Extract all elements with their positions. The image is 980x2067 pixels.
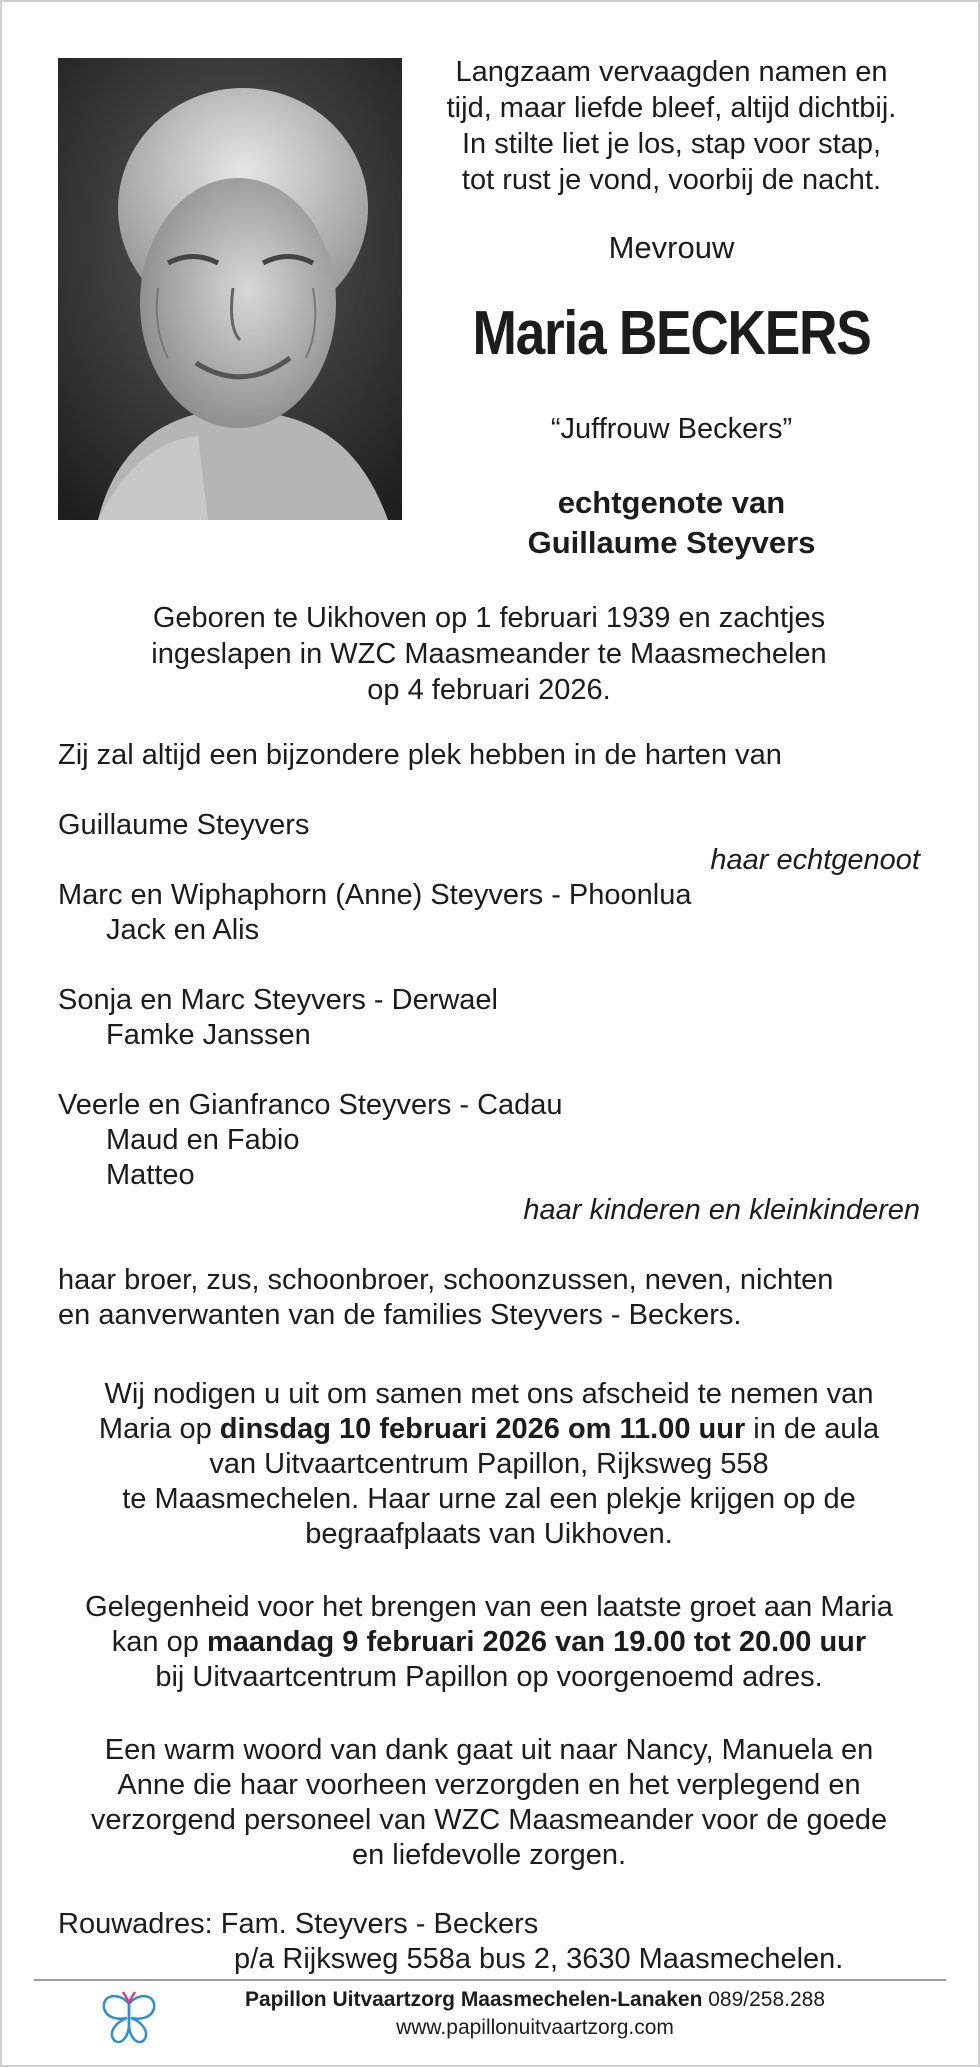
thanks-line: verzorgend personeel van WZC Maasmeander voor de goede: [90, 1804, 888, 1836]
ceremony-text: in de aula: [745, 1413, 880, 1445]
honorific: Mevrouw: [608, 230, 735, 265]
visitation-line: bij Uitvaartcentrum Papillon op voorgenoemd adres.: [155, 1661, 823, 1693]
footer-divider: [34, 1979, 946, 1981]
family-grandchildren: Matteo: [106, 1159, 195, 1191]
address-line: p/a Rijksweg 558a bus 2, 3630 Maasmechelen.: [234, 1943, 844, 1975]
visitation-date: maandag 9 februari 2026 van 19.00 tot 20.00 uur: [206, 1626, 867, 1658]
poem-line: Langzaam vervaagden namen en: [455, 56, 888, 88]
company-name: Papillon Uitvaartzorg Maasmechelen-Lanaken: [244, 1988, 703, 2011]
ceremony-date: dinsdag 10 februari 2026 om 11.00 uur: [219, 1413, 746, 1445]
ceremony-line: van Uitvaartcentrum Papillon, Rijksweg 558: [209, 1448, 769, 1480]
family-grandchildren: Famke Janssen: [106, 1019, 311, 1051]
family-child: Marc en Wiphaphorn (Anne) Steyvers - Phoonlua: [58, 879, 692, 911]
family-grandchildren: Jack en Alis: [106, 914, 260, 946]
thanks-note: [58, 1733, 920, 1873]
footer-company-line: [150, 1986, 920, 2014]
company-phone: 089/258.288: [702, 1988, 826, 2011]
relatives-line: en aanverwanten van de families Steyvers - Beckers.: [58, 1299, 742, 1331]
ceremony-line: [58, 1412, 920, 1447]
ceremony-text: Maria op: [98, 1413, 220, 1445]
family-husband: Guillaume Steyvers: [58, 809, 310, 841]
spouse-intro: echtgenote van: [557, 485, 786, 520]
born-line: Geboren te Uikhoven op 1 februari 1939 en zachtjes: [152, 602, 826, 634]
children-role: haar kinderen en kleinkinderen: [523, 1194, 920, 1226]
birth-death-info: [58, 600, 920, 708]
company-website[interactable]: www.papillonuitvaartzorg.com: [396, 2016, 674, 2039]
footer: [150, 1986, 920, 2042]
visitation-info: [58, 1590, 920, 1695]
mourning-address: [58, 1907, 920, 1977]
husband-role: haar echtgenoot: [710, 844, 920, 876]
family-child: Veerle en Gianfranco Steyvers - Cadau: [58, 1089, 563, 1121]
thanks-line: Een warm woord van dank gaat uit naar Nancy, Manuela en: [104, 1734, 874, 1766]
born-line: ingeslapen in WZC Maasmeander te Maasmechelen: [151, 638, 827, 670]
born-line: op 4 februari 2026.: [367, 674, 611, 706]
poem-line: In stilte liet je los, stap voor stap,: [461, 128, 882, 160]
intro-text: Zij zal altijd een bijzondere plek hebben in de harten van: [58, 739, 782, 771]
ceremony-line: te Maasmechelen. Haar urne zal een plekje krijgen op de: [122, 1483, 856, 1515]
poem: [420, 54, 923, 198]
family-child: Sonja en Marc Steyvers - Derwael: [58, 984, 498, 1016]
ceremony-info: [58, 1377, 920, 1552]
spouse-block: [420, 483, 923, 563]
family-intro: [58, 738, 920, 773]
spouse-name: Guillaume Steyvers: [527, 525, 816, 560]
ceremony-line: Wij nodigen u uit om samen met ons afscheid te nemen van: [104, 1378, 874, 1410]
portrait-photo: [58, 58, 402, 520]
visitation-line: Gelegenheid voor het brengen van een laatste groet aan Maria: [85, 1591, 893, 1623]
ceremony-line: begraafplaats van Uikhoven.: [305, 1518, 673, 1550]
address-line: Rouwadres: Fam. Steyvers - Beckers: [58, 1908, 539, 1940]
deceased-name: Maria BECKERS: [472, 299, 871, 368]
poem-line: tijd, maar liefde bleef, altijd dichtbij.: [446, 92, 897, 124]
visitation-line: [58, 1625, 920, 1660]
family-grandchildren: Maud en Fabio: [106, 1124, 300, 1156]
poem-line: tot rust je vond, voorbij de nacht.: [461, 164, 882, 196]
nickname: “Juffrouw Beckers”: [550, 413, 793, 445]
visitation-text: kan op: [111, 1626, 207, 1658]
relatives-line: haar broer, zus, schoonbroer, schoonzussen, neven, nichten: [58, 1264, 834, 1296]
thanks-line: en liefdevolle zorgen.: [351, 1839, 627, 1871]
family-list: [58, 808, 920, 1333]
thanks-line: Anne die haar voorheen verzorgden en het verplegend en: [117, 1769, 861, 1801]
